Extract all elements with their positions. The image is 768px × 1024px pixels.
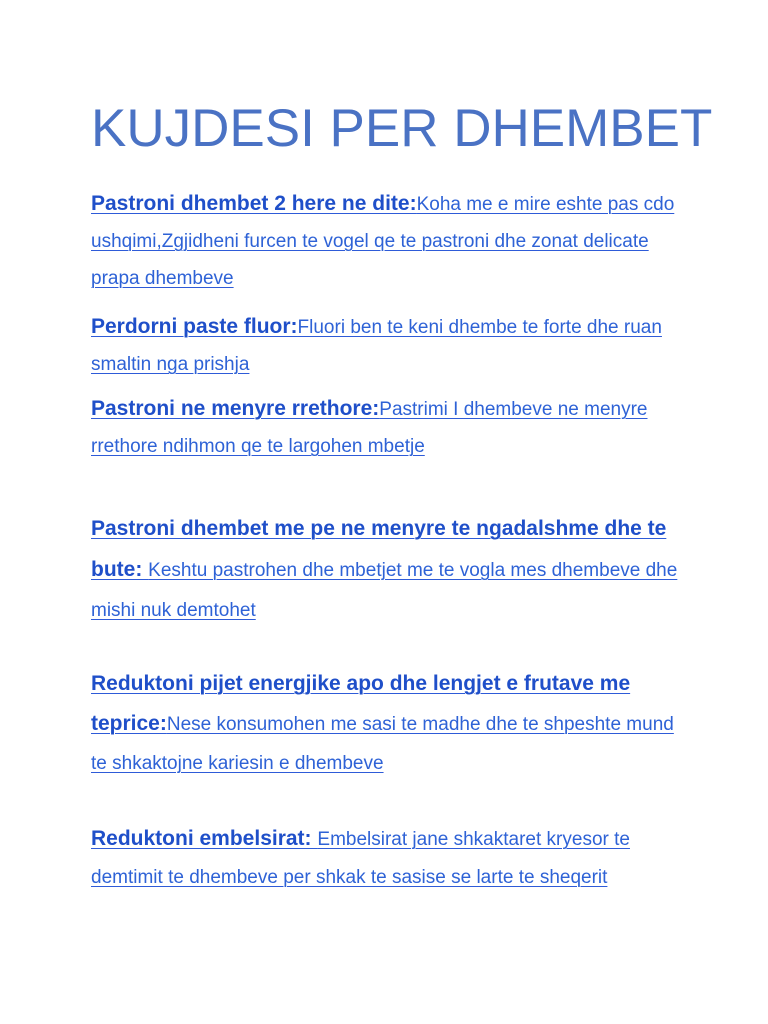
tip-heading: Reduktoni pijet energjike apo dhe lengjet e frutave me teprice: bbox=[91, 672, 631, 735]
tip-item bbox=[91, 665, 691, 784]
tip-item bbox=[91, 509, 691, 631]
tip-text: Fluori ben te keni dhembe te forte dhe ruan smaltin nga prishja bbox=[91, 317, 662, 375]
tip-heading: Pastroni ne menyre rrethore: bbox=[91, 397, 380, 420]
tip-text: Keshtu pastrohen dhe mbetjet me te vogla mes dhembeve dhe mishi nuk demtohet bbox=[91, 560, 678, 621]
tip-heading: Pastroni dhembet me pe ne menyre te ngadalshme dhe te bute: bbox=[91, 517, 667, 581]
tip-item bbox=[91, 391, 691, 466]
tip-heading: Pastroni dhembet 2 here ne dite: bbox=[91, 192, 417, 215]
tip-heading: Reduktoni embelsirat: bbox=[91, 827, 318, 850]
tip-item bbox=[91, 309, 691, 384]
tip-text: Pastrimi I dhembeve ne menyre rrethore ndihmon qe te largohen mbetje bbox=[91, 399, 648, 457]
tip-text: Nese konsumohen me sasi te madhe dhe te shpeshte mund te shkaktojne kariesin e dhembeve bbox=[91, 714, 674, 774]
tip-item bbox=[91, 820, 691, 897]
tip-item bbox=[91, 186, 691, 298]
page-title: KUJDESI PER DHEMBET bbox=[91, 99, 713, 158]
tip-text: Embelsirat jane shkaktaret kryesor te demtimit te dhembeve per shkak te sasise se larte te sheqerit bbox=[91, 829, 630, 888]
tip-text: Koha me e mire eshte pas cdo ushqimi,Zgjidheni furcen te vogel qe te pastroni dhe zonat delicate prapa dhembeve bbox=[91, 194, 675, 289]
tip-heading: Perdorni paste fluor: bbox=[91, 315, 298, 338]
